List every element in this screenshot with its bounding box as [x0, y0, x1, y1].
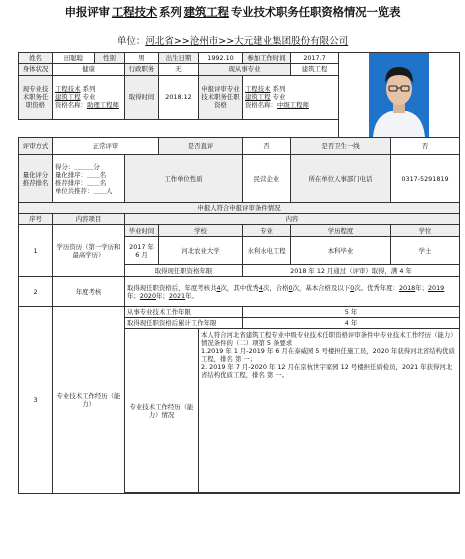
annual-year-4: 2021	[168, 291, 186, 300]
edu-col-graduate: 毕业时间	[125, 225, 159, 237]
review-method-row	[19, 138, 460, 155]
edu-degree-value: 学士	[391, 237, 460, 265]
unit-nature-label: 工作单位性质	[125, 155, 243, 203]
current-qualification-label: 现专业技术职务任职资格	[19, 75, 53, 119]
edu-summary-label: 取得现任职资格年限	[125, 265, 243, 277]
edu-col-level: 学历程度	[291, 225, 391, 237]
annual-year-2: 2019	[427, 283, 445, 292]
apply-series-suffix: 系列	[272, 85, 286, 94]
score-label-3: 推荐排序：	[55, 178, 87, 187]
application-form-table	[18, 52, 460, 494]
edu-major-value: 水利水电工程	[243, 237, 291, 265]
title-major: 建筑工程	[183, 5, 229, 19]
score-label-1: 得分：	[55, 162, 75, 171]
annual-year-3: 2020	[139, 291, 157, 300]
hr-phone-value: 0317-5291819	[391, 155, 460, 203]
score-suffix-4: 人	[106, 186, 113, 195]
current-qualification-value	[53, 75, 125, 119]
current-series-suffix: 系列	[82, 85, 96, 94]
score-label-2: 量化排序：	[55, 170, 87, 179]
health-label: 身体状况	[19, 64, 53, 75]
current-major-label: 现从事专业	[199, 64, 291, 75]
current-series: 工程技术	[55, 85, 81, 94]
score-suffix-2: 名	[99, 170, 107, 179]
annual-content: 取得现任职资格后，年度考核共4次，其中优秀4次，合格0次，基本合格及以下0次。优秀年度：2018年；2019年；2020年；2021年。	[125, 277, 460, 307]
work-cumulative-label: 取得现任职资格后累计工作年限	[125, 318, 243, 329]
review-method-value: 正常评审	[53, 138, 159, 155]
annual-year-1: 2018	[398, 283, 416, 292]
current-major-value: 建筑工程	[291, 64, 339, 75]
title-prefix: 申报评审	[64, 5, 110, 19]
apply-title-label: 资格名称：	[245, 101, 277, 110]
annual-text-3: 次，合格	[262, 283, 289, 292]
work-start-label: 参加工作时间	[243, 53, 291, 64]
photo-cell	[339, 53, 460, 138]
edu-graduate-value: 2017 年 6 月	[125, 237, 159, 265]
gender-value: 男	[125, 53, 159, 64]
work-detail-content	[199, 329, 460, 493]
spacer-cell	[19, 119, 339, 137]
direct-review-label: 是否直评	[159, 138, 243, 155]
health-value: 健康	[53, 64, 125, 75]
unit-company: 大元建业集团股份有限公司	[234, 36, 349, 47]
unit-label: 单位：	[116, 36, 146, 47]
work-years-row	[19, 307, 460, 318]
title-suffix: 专业技术职务任职资格情况一览表	[230, 5, 401, 19]
annual-pass-count: 0	[288, 283, 293, 292]
person-photo-icon	[339, 53, 459, 137]
obtain-time-value: 2018.12	[159, 75, 199, 119]
apply-qualification-label: 申报评审专业技术职务任职资格	[199, 75, 243, 119]
header-no: 序号	[19, 214, 53, 225]
current-major-suffix: 专业	[82, 93, 96, 102]
hr-phone-label: 所在单位人事部门电话	[291, 155, 391, 203]
work-start-value	[291, 53, 339, 64]
header-item: 内容项目	[53, 214, 125, 225]
edu-col-school: 学校	[159, 225, 243, 237]
birth-label: 出生日期	[159, 53, 199, 64]
annual-text-4: 次，基本合格及以下	[292, 283, 351, 292]
edu-header-row	[19, 225, 460, 237]
section-header: 申报人符合申报评审条件情况	[19, 203, 460, 214]
annual-basic-count: 0	[350, 283, 355, 292]
unit-nature-value: 民营企业	[243, 155, 291, 203]
admin-post-label: 行政职务	[125, 64, 159, 75]
edu-school-value: 河北农业大学	[159, 237, 243, 265]
apply-series: 工程技术	[245, 85, 271, 94]
section-header-row	[19, 203, 460, 214]
column-header-row	[19, 214, 460, 225]
work-paragraph-1: 本人符合河北省建筑工程专业中级专业技术任职资格评审条件中专业技术工作经历（能力）情况条件的（二）项第 5 条要求	[201, 331, 457, 347]
work-item: 专业技术工作经历（能力）	[53, 307, 125, 494]
apply-title-value: 中级工程师	[276, 101, 309, 110]
work-years-value: 5 年	[243, 307, 460, 318]
current-title-label: 资格名称：	[55, 101, 87, 110]
apply-major-suffix: 专业	[272, 93, 286, 102]
frontline-label: 是否卫生一线	[291, 138, 391, 155]
obtain-time-label: 取得时间	[125, 75, 159, 119]
score-label-4: 单位共推荐：	[55, 186, 94, 195]
work-end-cell	[125, 493, 460, 494]
annual-no: 2	[19, 277, 53, 307]
annual-excellent-count: 4	[258, 283, 263, 292]
work-start-date: 2017.7	[303, 54, 326, 63]
direct-review-value: 否	[243, 138, 291, 155]
frontline-value: 否	[391, 138, 460, 155]
edu-col-degree: 学位	[391, 225, 460, 237]
name-label: 姓名	[19, 53, 53, 64]
score-suffix-3: 名	[99, 178, 107, 187]
admin-post-value: 无	[159, 64, 199, 75]
edu-col-major: 专业	[243, 225, 291, 237]
apply-qualification-value	[243, 75, 339, 119]
edu-level-value: 本科毕业	[291, 237, 391, 265]
title-series-name: 工程技术	[111, 5, 158, 19]
annual-item: 年度考核	[53, 277, 125, 307]
work-paragraph-3: 2. 2019 年 7 月-2020 年 12 月在京杭世宇家园 12 号楼担任质检员，2021 年获得河北省结构优质工程，排名 第 一。	[201, 363, 453, 379]
edu-item: 学历资历（第一学历和最高学历）	[53, 225, 125, 277]
work-years-label: 从事专业技术工作年限	[125, 307, 243, 318]
unit-line	[0, 33, 465, 47]
apply-major: 建筑工程	[245, 93, 271, 102]
work-paragraph-2: 1.2019 年 1 月-2019 年 6 月在泰威园 5 号楼担任施工员，2020 年获得河北省结构优质工程，排名 第 一；	[201, 347, 455, 363]
work-detail-label: 专业技术工作经历（能力）情况	[125, 329, 199, 493]
birth-value: 1992.10	[199, 53, 243, 64]
unit-value: 河北省>>沧州市>>	[145, 36, 235, 47]
score-row	[19, 155, 460, 203]
annual-text-1: 取得现任职资格后，年度考核共	[127, 283, 217, 292]
score-label: 量化评分推荐排名	[19, 155, 53, 203]
score-suffix-1: 分	[93, 162, 100, 171]
score-values: 得分：＿＿＿分 量化排序：＿＿名 推荐排序：＿＿名 单位共推荐：＿＿人	[53, 155, 125, 203]
edu-no: 1	[19, 225, 53, 277]
basic-info-row-1	[19, 53, 460, 64]
header-content: 内容	[125, 214, 460, 225]
annual-text-2: 次，其中优秀	[220, 283, 259, 292]
annual-text-5: 次。优秀年度：	[354, 283, 399, 292]
gender-label: 性别	[95, 53, 125, 64]
edu-summary-value: 2018 年 12 月通过（评审）取得，满 4 年	[243, 265, 460, 277]
work-cumulative-value: 4 年	[243, 318, 460, 329]
work-no: 3	[19, 307, 53, 494]
annual-row	[19, 277, 460, 307]
name-value: 田聪聪	[53, 53, 95, 64]
current-major: 建筑工程	[55, 93, 81, 102]
annual-total-count: 4	[216, 283, 221, 292]
current-title-value: 助理工程师	[86, 101, 119, 110]
title-series-label: 系列	[159, 5, 182, 19]
review-method-label: 评审方式	[19, 138, 53, 155]
page-title	[0, 4, 465, 20]
